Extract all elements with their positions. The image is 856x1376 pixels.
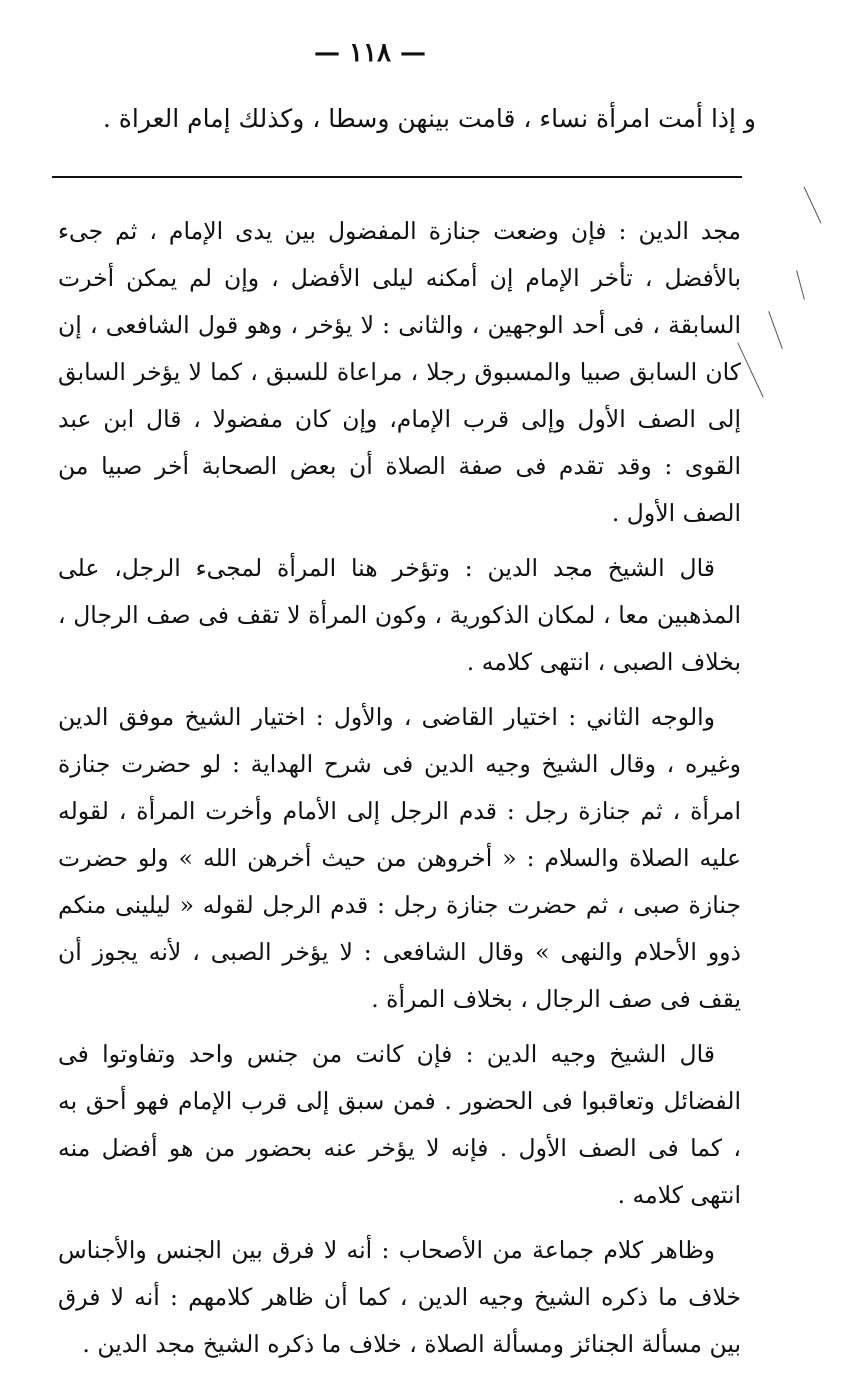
scan-mark [737, 343, 763, 398]
paragraph: قال الشيخ وجيه الدين : فإن كانت من جنس واحد وتفاوتوا فى الفضائل وتعاقبوا فى الحضور . فمن سبق إلى قرب الإمام فهو أحق به ، كما فى الصف الأول . فإنه لا يؤخر عنه بحضور من هو أفضل منه انتهى كلامه . [58, 1040, 741, 1209]
scan-mark [768, 311, 783, 349]
paragraph: قال الشيخ مجد الدين : وتؤخر هنا المرأة لمجىء الرجل، على المذهبين معا ، لمكان الذكورية ، وكون المرأة لا تقف فى صف الرجال ، بخلاف الصبى ، انتهى كلامه . [58, 554, 741, 676]
paragraph: مجد الدين : فإن وضعت جنازة المفضول بين يدى الإمام ، ثم جىء بالأفضل ، تأخر الإمام إن أمكنه ليلى الأفضل ، وإن لم يمكن أخرت السابقة ، فى أحد الوجهين ، والثانى : لا يؤخر ، وهو قول الشافعى ، إن كان السابق صبيا والمسبوق رجلا ، مراعاة للسبق ، كما لا يؤخر السابق إلى الصف الأول وإلى قرب الإمام، وإن كان مفضولا ، قال ابن عبد القوى : وقد تقدم فى صفة الصلاة أن بعض الصحابة أخر صبيا من الصف الأول . [58, 217, 741, 527]
top-line-text: و إذا أمت امرأة نساء ، قامت بينهن وسطا ، وكذلك إمام العراة . [102, 104, 756, 133]
page-number: — ١١٨ — [313, 38, 427, 68]
paragraph: وظاهر كلام جماعة من الأصحاب : أنه لا فرق بين الجنس والأجناس خلاف ما ذكره الشيخ وجيه الدين ، كما أن ظاهر كلامهم : أنه لا فرق بين مسألة الجنائز ومسألة الصلاة ، خلاف ما ذكره الشيخ مجد الدين . [58, 1236, 741, 1358]
scan-mark [796, 270, 805, 299]
horizontal-divider [52, 176, 742, 178]
paragraph: والوجه الثاني : اختيار القاضى ، والأول : اختيار الشيخ موفق الدين وغيره ، وقال الشيخ وجيه الدين فى شرح الهداية : لو حضرت جنازة امرأة ، ثم جنازة رجل : قدم الرجل إلى الأمام وأخرت المرأة ، لقوله عليه الصلاة والسلام : « أخروهن من حيث أخرهن الله » ولو حضرت جنازة صبى ، ثم حضرت جنازة رجل : قدم الرجل لقوله « ليلينى منكم ذوو الأحلام والنهى » وقال الشافعى : لا يؤخر الصبى ، لأنه يجوز أن يقف فى صف الرجال ، بخلاف المرأة . [58, 703, 741, 1013]
body-text [58, 208, 741, 1376]
scan-mark [804, 187, 822, 224]
